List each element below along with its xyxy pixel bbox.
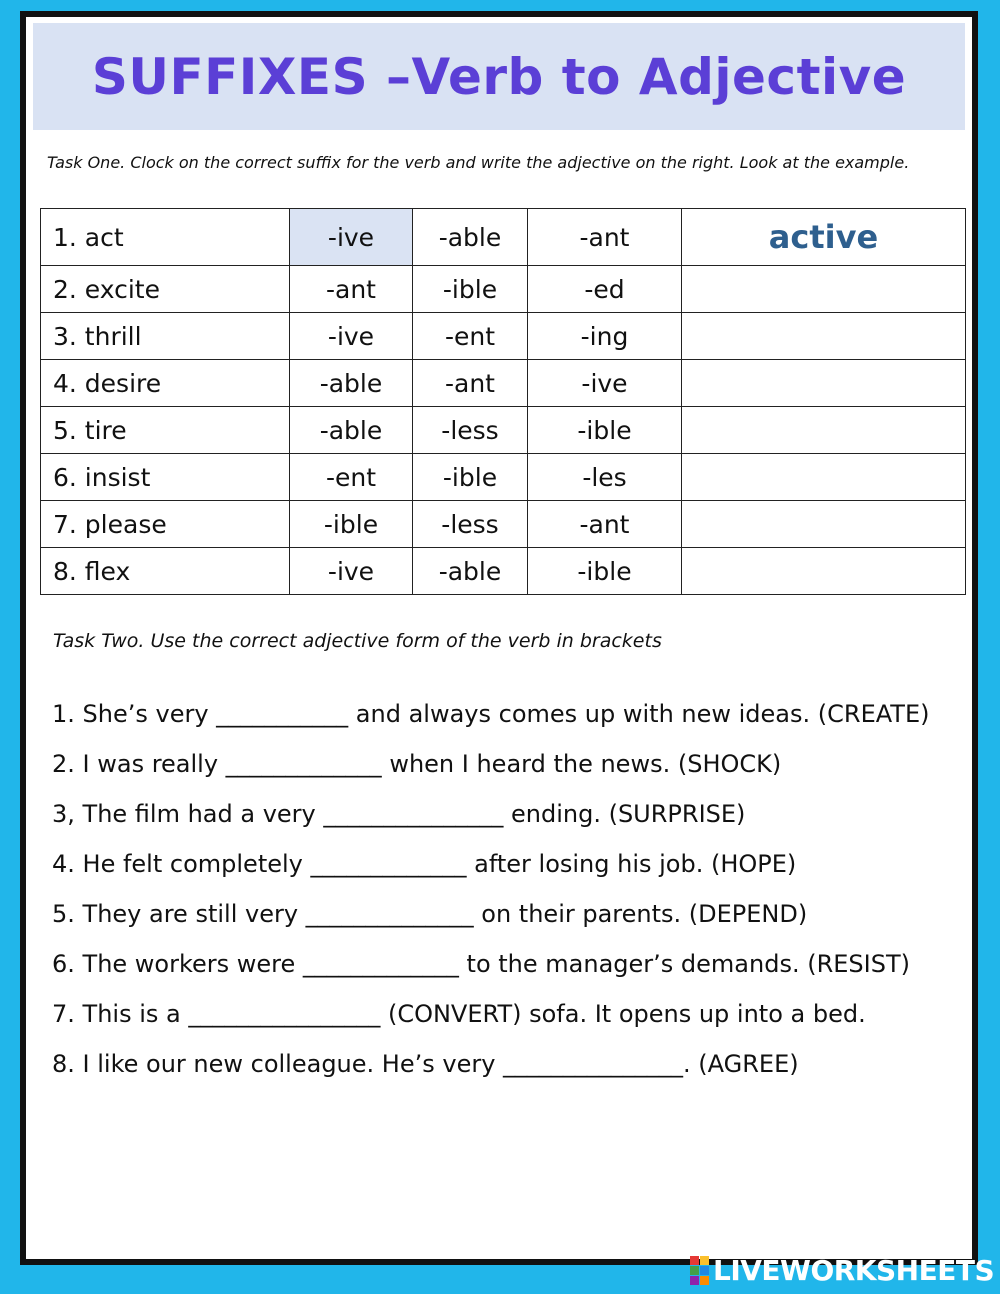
sentence-item[interactable]: 8. I like our new colleague. He’s very _______________. (AGREE) <box>52 1050 799 1078</box>
answer-field[interactable] <box>682 313 966 360</box>
verb-cell: 7. please <box>41 501 290 548</box>
logo-block <box>690 1256 699 1265</box>
answer-field[interactable] <box>682 209 966 266</box>
title-bar <box>33 23 965 130</box>
suffix-option[interactable]: -ive <box>290 209 413 266</box>
worksheet-page <box>20 11 978 1265</box>
table-row <box>41 407 966 454</box>
task-one-instructions: Task One. Clock on the correct suffix for the verb and write the adjective on the right. Look at the example. <box>47 153 910 172</box>
task-two-instructions: Task Two. Use the correct adjective form of the verb in brackets <box>53 630 662 652</box>
verb-cell: 5. tire <box>41 407 290 454</box>
sentence-item[interactable]: 4. He felt completely _____________ after losing his job. (HOPE) <box>52 850 797 878</box>
suffix-option[interactable]: -ible <box>413 454 528 501</box>
sentence-item[interactable]: 1. She’s very ___________ and always comes up with new ideas. (CREATE) <box>52 700 930 728</box>
suffix-option[interactable]: -ed <box>528 266 682 313</box>
table-row <box>41 454 966 501</box>
answer-text: active <box>768 218 879 256</box>
suffix-option[interactable]: -ant <box>528 501 682 548</box>
sentence-item[interactable]: 2. I was really _____________ when I heard the news. (SHOCK) <box>52 750 782 778</box>
verb-cell: 4. desire <box>41 360 290 407</box>
table-row <box>41 209 966 266</box>
verb-cell: 3. thrill <box>41 313 290 360</box>
suffix-option[interactable]: -able <box>413 209 528 266</box>
table-row <box>41 266 966 313</box>
logo-block <box>700 1256 709 1265</box>
suffix-option[interactable]: -able <box>290 360 413 407</box>
logo-block <box>700 1266 709 1275</box>
logo-block <box>690 1276 699 1285</box>
answer-field[interactable] <box>682 407 966 454</box>
logo-block <box>690 1266 699 1275</box>
table-row <box>41 501 966 548</box>
logo-block <box>700 1276 709 1285</box>
suffix-option[interactable]: -able <box>290 407 413 454</box>
suffix-option[interactable]: -ible <box>413 266 528 313</box>
suffix-option[interactable]: -able <box>413 548 528 595</box>
sentence-item[interactable]: 3, The film had a very _______________ ending. (SURPRISE) <box>52 800 746 828</box>
suffix-option[interactable]: -ant <box>290 266 413 313</box>
verb-cell: 2. excite <box>41 266 290 313</box>
verb-cell: 6. insist <box>41 454 290 501</box>
suffix-option[interactable]: -ive <box>528 360 682 407</box>
suffix-option[interactable]: -ible <box>290 501 413 548</box>
table-row <box>41 313 966 360</box>
answer-field[interactable] <box>682 501 966 548</box>
answer-field[interactable] <box>682 548 966 595</box>
suffix-option[interactable]: -ent <box>413 313 528 360</box>
suffix-option[interactable]: -less <box>413 501 528 548</box>
logo-text: LIVEWORKSHEETS <box>713 1253 995 1287</box>
sentence-item[interactable]: 6. The workers were _____________ to the manager’s demands. (RESIST) <box>52 950 910 978</box>
table-row <box>41 360 966 407</box>
suffix-option[interactable]: -ent <box>290 454 413 501</box>
table-row <box>41 548 966 595</box>
suffix-option[interactable]: -ible <box>528 548 682 595</box>
suffix-option[interactable]: -less <box>413 407 528 454</box>
suffix-option[interactable]: -ant <box>413 360 528 407</box>
suffix-option[interactable]: -ant <box>528 209 682 266</box>
sentence-item[interactable]: 5. They are still very ______________ on their parents. (DEPEND) <box>52 900 808 928</box>
suffix-option[interactable]: -ible <box>528 407 682 454</box>
suffix-option[interactable]: -ive <box>290 313 413 360</box>
liveworksheets-blocks-icon <box>690 1256 709 1285</box>
suffix-table <box>40 208 966 595</box>
task-two-sentences <box>52 689 967 1089</box>
answer-field[interactable] <box>682 266 966 313</box>
worksheet-title: SUFFIXES –Verb to Adjective <box>91 47 907 106</box>
suffix-option[interactable]: -ive <box>290 548 413 595</box>
suffix-option[interactable]: -les <box>528 454 682 501</box>
verb-cell: 1. act <box>41 209 290 266</box>
answer-field[interactable] <box>682 360 966 407</box>
liveworksheets-logo[interactable] <box>690 1255 994 1285</box>
sentence-item[interactable]: 7. This is a ________________ (CONVERT) sofa. It opens up into a bed. <box>52 1000 866 1028</box>
suffix-option[interactable]: -ing <box>528 313 682 360</box>
answer-field[interactable] <box>682 454 966 501</box>
verb-cell: 8. flex <box>41 548 290 595</box>
